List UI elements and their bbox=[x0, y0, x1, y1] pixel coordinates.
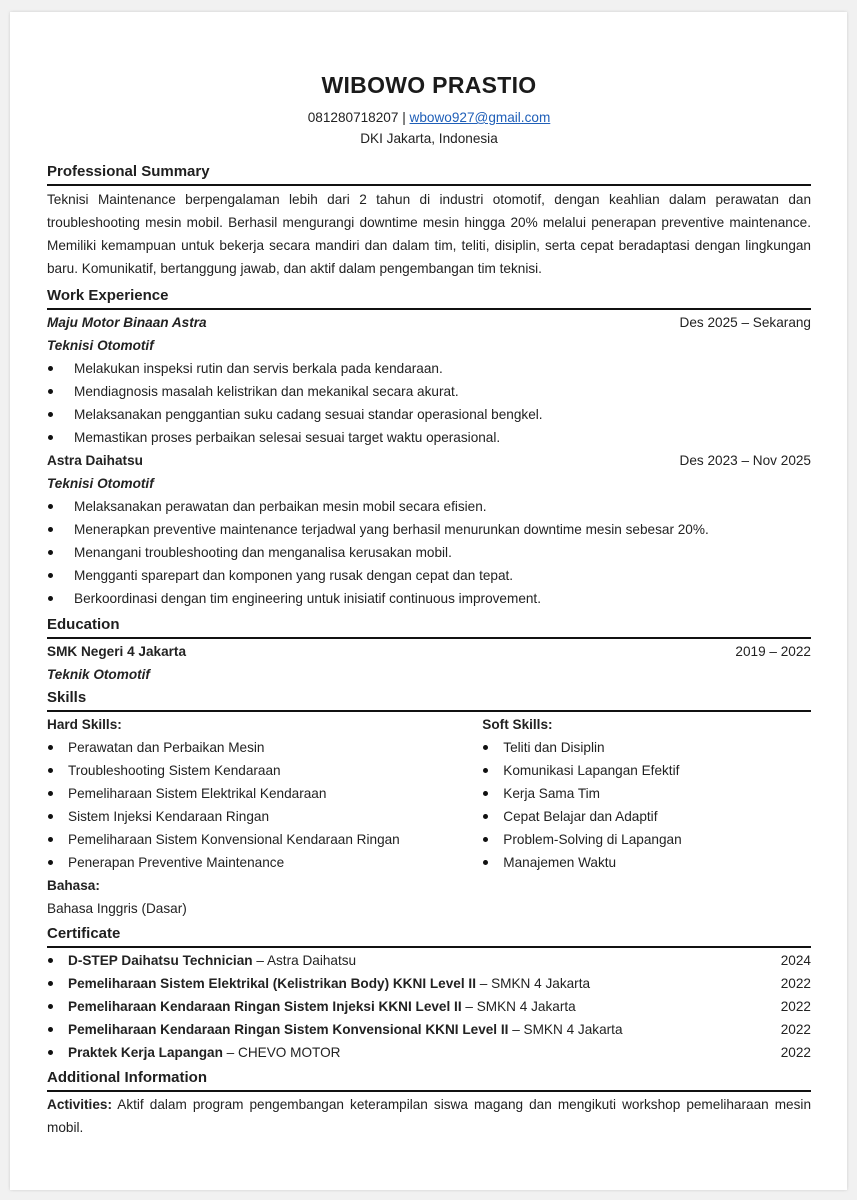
job-role: Teknisi Otomotif bbox=[47, 338, 154, 353]
list-item: Mengganti sparepart dan komponen yang rusak dengan cepat dan tepat. bbox=[47, 564, 811, 587]
candidate-name: WIBOWO PRASTIO bbox=[321, 72, 537, 98]
section-title-additional: Additional Information bbox=[47, 1069, 811, 1092]
certificate-year: 2022 bbox=[780, 976, 811, 991]
certificate-name: Pemeliharaan Kendaraan Ringan Sistem Konvensional KKNI Level II bbox=[68, 1022, 509, 1037]
list-item: Kerja Sama Tim bbox=[482, 782, 811, 805]
job-bullets bbox=[47, 495, 811, 610]
section-title-education: Education bbox=[47, 616, 811, 639]
certificate-item bbox=[47, 995, 811, 1018]
contact-separator: | bbox=[398, 110, 410, 125]
certificate-name: Pemeliharaan Sistem Elektrikal (Kelistrikan Body) KKNI Level II bbox=[68, 976, 476, 991]
soft-skills-column bbox=[482, 713, 811, 874]
job-role: Teknisi Otomotif bbox=[47, 476, 154, 491]
list-item: Pemeliharaan Sistem Elektrikal Kendaraan bbox=[47, 782, 482, 805]
section-title-summary: Professional Summary bbox=[47, 163, 811, 186]
list-item: Melaksanakan penggantian suku cadang sesuai standar operasional bengkel. bbox=[47, 403, 811, 426]
email-link[interactable]: wbowo927@gmail.com bbox=[409, 110, 551, 125]
list-item: Teliti dan Disiplin bbox=[482, 736, 811, 759]
certificate-item bbox=[47, 972, 811, 995]
certificate-issuer: – CHEVO MOTOR bbox=[222, 1045, 341, 1060]
summary-text: Teknisi Maintenance berpengalaman lebih dari 2 tahun di industri otomotif, dengan keahlian dalam perawatan dan troubleshooting mesin mobil. Berhasil mengurangi downtime mesin hingga 20% melalui penerapan preventive maintenance. Memiliki kemampuan untuk bekerja secara mandiri dan dalam tim, teliti, disiplin, serta cepat beradaptasi dengan lingkungan baru. Komunikatif, bertanggung jawab, dan aktif dalam pengembangan tim teknisi. bbox=[47, 192, 811, 276]
list-item: Menerapkan preventive maintenance terjadwal yang berhasil menurunkan downtime mesin sebesar 20%. bbox=[47, 518, 811, 541]
certificate-name: D-STEP Daihatsu Technician bbox=[68, 953, 253, 968]
list-item: Troubleshooting Sistem Kendaraan bbox=[47, 759, 482, 782]
list-item: Sistem Injeksi Kendaraan Ringan bbox=[47, 805, 482, 828]
job-entry bbox=[47, 311, 811, 449]
list-item: Melaksanakan perawatan dan perbaikan mesin mobil secara efisien. bbox=[47, 495, 811, 518]
company-name: Maju Motor Binaan Astra bbox=[47, 315, 207, 330]
certificate-year: 2022 bbox=[780, 999, 811, 1014]
resume-page bbox=[10, 12, 847, 1190]
list-item: Melakukan inspeksi rutin dan servis berkala pada kendaraan. bbox=[47, 357, 811, 380]
soft-skills-title: Soft Skills: bbox=[482, 717, 553, 732]
activities-label: Activities: bbox=[47, 1097, 112, 1112]
list-item: Pemeliharaan Sistem Konvensional Kendaraan Ringan bbox=[47, 828, 482, 851]
list-item: Problem-Solving di Lapangan bbox=[482, 828, 811, 851]
job-entry bbox=[47, 449, 811, 610]
list-item: Menangani troubleshooting dan menganalisa kerusakan mobil. bbox=[47, 541, 811, 564]
certificate-issuer: – SMKN 4 Jakarta bbox=[461, 999, 576, 1014]
certificate-issuer: – SMKN 4 Jakarta bbox=[475, 976, 591, 991]
list-item: Penerapan Preventive Maintenance bbox=[47, 851, 482, 874]
company-name: Astra Daihatsu bbox=[47, 453, 143, 468]
skills-columns bbox=[47, 713, 811, 874]
job-header bbox=[47, 311, 811, 334]
certificate-item bbox=[47, 1041, 811, 1064]
certificate-year: 2022 bbox=[780, 1045, 811, 1060]
job-period: Des 2023 – Nov 2025 bbox=[679, 453, 811, 468]
additional-text bbox=[47, 1093, 811, 1139]
certificate-list bbox=[47, 949, 811, 1064]
section-title-skills: Skills bbox=[47, 689, 811, 712]
soft-skills-list bbox=[482, 736, 811, 874]
certificate-issuer: – SMKN 4 Jakarta bbox=[508, 1022, 623, 1037]
job-period: Des 2025 – Sekarang bbox=[679, 315, 811, 330]
certificate-item bbox=[47, 949, 811, 972]
contact-line bbox=[47, 107, 811, 128]
education-header bbox=[47, 640, 811, 663]
section-title-certificate: Certificate bbox=[47, 925, 811, 948]
activities-text: Aktif dalam program pengembangan keterampilan siswa magang dan mengikuti workshop pemeliharaan mesin mobil. bbox=[47, 1097, 811, 1135]
certificate-issuer: – Astra Daihatsu bbox=[252, 953, 357, 968]
list-item: Memastikan proses perbaikan selesai sesuai target waktu operasional. bbox=[47, 426, 811, 449]
hard-skills-title: Hard Skills: bbox=[47, 717, 122, 732]
list-item: Mendiagnosis masalah kelistrikan dan mekanikal secara akurat. bbox=[47, 380, 811, 403]
hard-skills-column bbox=[47, 713, 482, 874]
certificate-name: Praktek Kerja Lapangan bbox=[68, 1045, 223, 1060]
hard-skills-list bbox=[47, 736, 482, 874]
language-value: Bahasa Inggris (Dasar) bbox=[47, 901, 187, 916]
language-title: Bahasa: bbox=[47, 878, 100, 893]
job-header bbox=[47, 449, 811, 472]
list-item: Cepat Belajar dan Adaptif bbox=[482, 805, 811, 828]
list-item: Berkoordinasi dengan tim engineering untuk inisiatif continuous improvement. bbox=[47, 587, 811, 610]
location: DKI Jakarta, Indonesia bbox=[360, 131, 498, 146]
certificate-year: 2022 bbox=[780, 1022, 811, 1037]
phone-number: 081280718207 bbox=[307, 110, 399, 125]
list-item: Manajemen Waktu bbox=[482, 851, 811, 874]
certificate-year: 2024 bbox=[780, 953, 811, 968]
certificate-name: Pemeliharaan Kendaraan Ringan Sistem Injeksi KKNI Level II bbox=[68, 999, 462, 1014]
list-item: Perawatan dan Perbaikan Mesin bbox=[47, 736, 482, 759]
section-title-experience: Work Experience bbox=[47, 287, 811, 310]
school-name: SMK Negeri 4 Jakarta bbox=[47, 644, 187, 659]
education-major: Teknik Otomotif bbox=[47, 667, 150, 682]
certificate-item bbox=[47, 1018, 811, 1041]
education-period: 2019 – 2022 bbox=[735, 644, 811, 659]
list-item: Komunikasi Lapangan Efektif bbox=[482, 759, 811, 782]
job-bullets bbox=[47, 357, 811, 449]
